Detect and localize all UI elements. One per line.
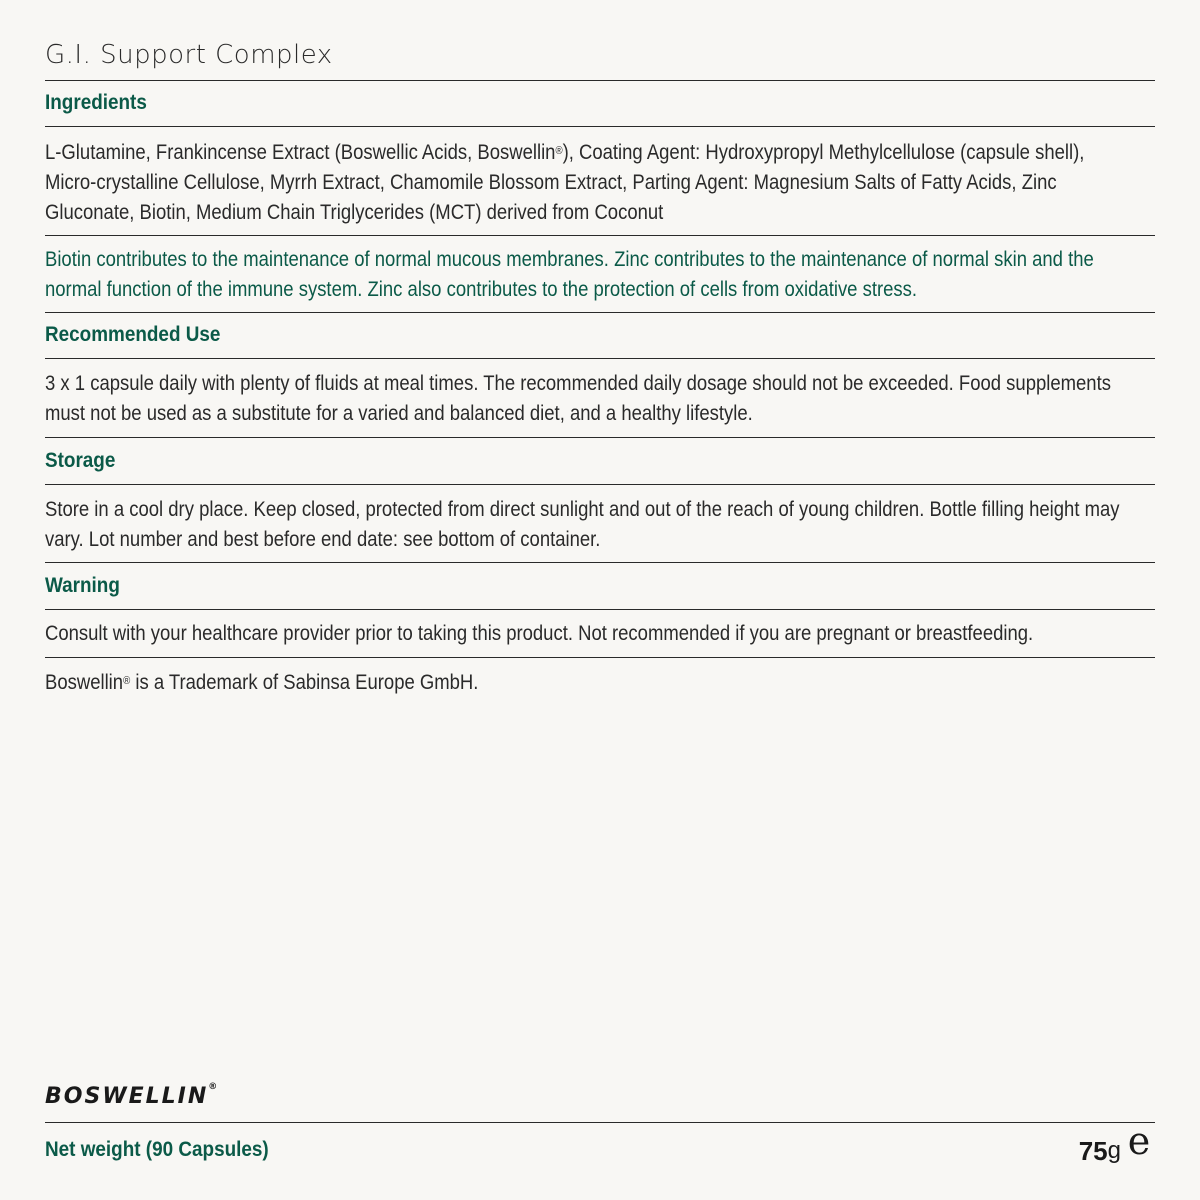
divider — [45, 609, 1155, 610]
divider — [45, 437, 1155, 438]
quantity-value: 75 — [1078, 1136, 1108, 1166]
warning-text: Consult with your healthcare provider prior to taking this product. Not recommended if you are pregnant or breastfeeding. — [45, 622, 1034, 645]
divider — [45, 312, 1155, 313]
ingredients-heading: Ingredients — [45, 91, 147, 114]
storage-text: Store in a cool dry place. Keep closed, protected from direct sunlight and out of the reach of young children. Bottle filling height may vary. Lot number and best before end date: see bottom of container. — [45, 498, 1120, 551]
divider — [45, 80, 1155, 81]
net-weight-label: Net weight (90 Capsules) — [45, 1138, 269, 1161]
recommended-use-text: 3 x 1 capsule daily with plenty of fluids at meal times. The recommended daily dosage should not be exceeded. Food supplements must not be used as a substitute for a varied and balanced diet, and a healthy lifestyle. — [45, 372, 1111, 425]
net-quantity — [1078, 1127, 1155, 1166]
ingredients-text: L-Glutamine, Frankincense Extract (Boswellic Acids, Boswellin®), Coating Agent: Hydroxypropyl Methylcellulose (capsule shell), Micro-crystalline Cellulose, Myrrh Extract, Chamomile Blossom Extract, Parting Agent: Magnesium Salts of Fatty Acids, Zinc Gluconate, Biotin, Medium Chain Triglycerides (MCT) derived from Coconut — [45, 141, 1085, 224]
warning-heading: Warning — [45, 574, 120, 597]
divider — [45, 126, 1155, 127]
svg-text:e: e — [1127, 1127, 1151, 1161]
boswellin-logo: BOSWELLIN® — [45, 1082, 220, 1109]
divider — [45, 484, 1155, 485]
registered-mark: ® — [555, 145, 563, 157]
divider — [45, 235, 1155, 236]
recommended-use-heading: Recommended Use — [45, 323, 221, 346]
health-claims-text: Biotin contributes to the maintenance of normal mucous membranes. Zinc contributes to the maintenance of normal skin and the normal function of the immune system. Zinc also contributes to the protection of cells from oxidative stress. — [45, 248, 1094, 301]
product-title: G.I. Support Complex — [45, 40, 333, 70]
registered-mark: ® — [123, 675, 131, 687]
storage-heading: Storage — [45, 449, 116, 472]
divider — [45, 1122, 1155, 1123]
divider — [45, 657, 1155, 658]
divider — [45, 358, 1155, 359]
trademark-note: Boswellin® is a Trademark of Sabinsa Europe GmbH. — [45, 671, 479, 694]
estimated-sign-icon — [1123, 1127, 1155, 1166]
divider — [45, 562, 1155, 563]
registered-mark: ® — [208, 1082, 220, 1092]
quantity-unit: g — [1107, 1137, 1121, 1164]
